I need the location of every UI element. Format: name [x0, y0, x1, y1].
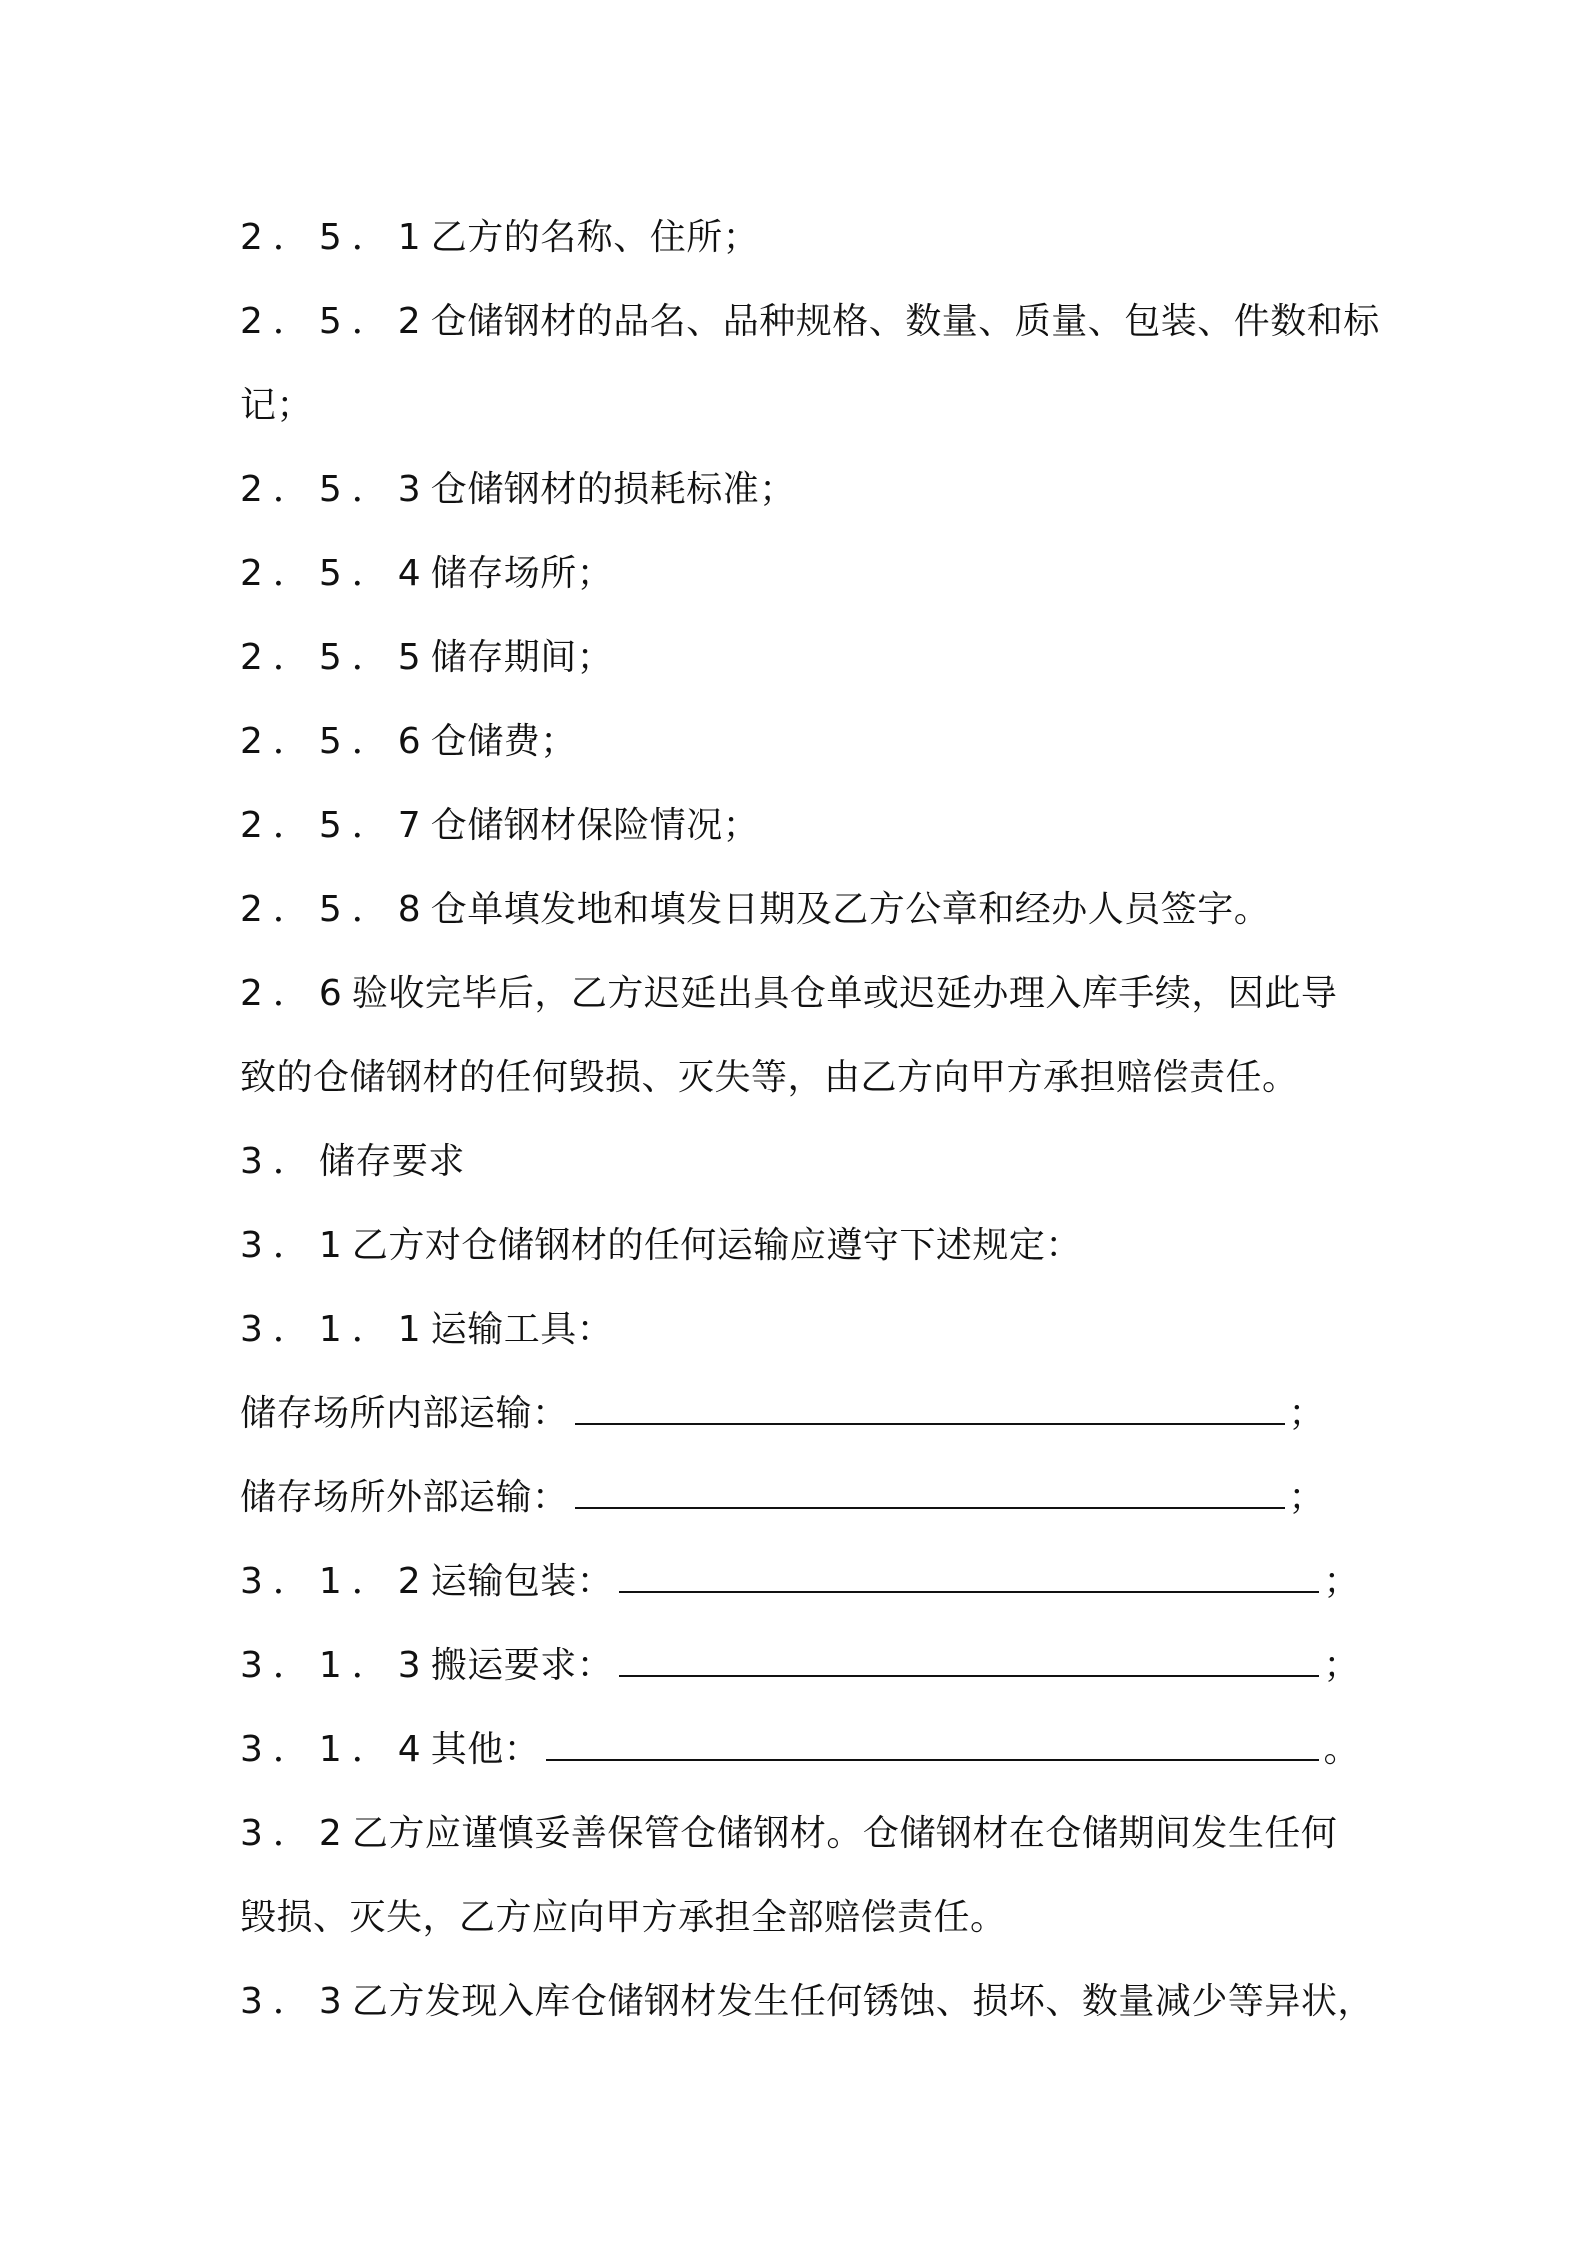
clause-3-3: 3．3乙方发现入库仓储钢材发生任何锈蚀、损坏、数量减少等异状，: [240, 1981, 1374, 2022]
fill-line-3-1-2: 3．1．2 运输包装： ；: [240, 1561, 1360, 1602]
fill-blank[interactable]: [575, 1477, 1285, 1509]
fill-blank[interactable]: [575, 1393, 1285, 1425]
clause-2-5-2-continued: 记；: [240, 385, 314, 426]
clause-2-5-3: 2．5．3仓储钢材的损耗标准；: [240, 469, 796, 510]
clause-2-5-2: 2．5．2仓储钢材的品名、品种规格、数量、质量、包装、件数和标: [240, 301, 1380, 342]
clause-3-1-1: 3．1．1运输工具：: [240, 1309, 614, 1350]
fill-blank[interactable]: [546, 1729, 1319, 1761]
clause-2-5-8: 2．5．8仓单填发地和填发日期及乙方公章和经办人员签字。: [240, 889, 1271, 930]
clause-2-6-continued: 致的仓储钢材的任何毁损、灭失等，由乙方向甲方承担赔偿责任。: [240, 1057, 1299, 1098]
clause-2-5-6: 2．5．6仓储费；: [240, 721, 577, 762]
clause-2-5-1: 2．5．1乙方的名称、住所；: [240, 217, 760, 258]
fill-line-external-transport: 储存场所外部运输： ；: [240, 1477, 1326, 1518]
clause-3-2-continued: 毁损、灭失，乙方应向甲方承担全部赔偿责任。: [240, 1897, 1007, 1938]
fill-blank[interactable]: [619, 1645, 1319, 1677]
section-3-heading: 3．储存要求: [240, 1141, 465, 1182]
clause-3-1: 3．1乙方对仓储钢材的任何运输应遵守下述规定：: [240, 1225, 1082, 1266]
fill-blank[interactable]: [619, 1561, 1319, 1593]
fill-line-internal-transport: 储存场所内部运输： ；: [240, 1393, 1326, 1434]
clause-2-5-5: 2．5．5储存期间；: [240, 637, 614, 678]
clause-2-6: 2．6验收完毕后，乙方迟延出具仓单或迟延办理入库手续，因此导: [240, 973, 1338, 1014]
clause-3-2: 3．2乙方应谨慎妥善保管仓储钢材。仓储钢材在仓储期间发生任何: [240, 1813, 1338, 1854]
fill-line-3-1-3: 3．1．3 搬运要求： ；: [240, 1645, 1360, 1686]
document-body: [240, 196, 1380, 2044]
clause-2-5-4: 2．5．4储存场所；: [240, 553, 614, 594]
fill-line-3-1-4: 3．1．4 其他： 。: [240, 1729, 1360, 1770]
clause-2-5-7: 2．5．7仓储钢材保险情况；: [240, 805, 760, 846]
